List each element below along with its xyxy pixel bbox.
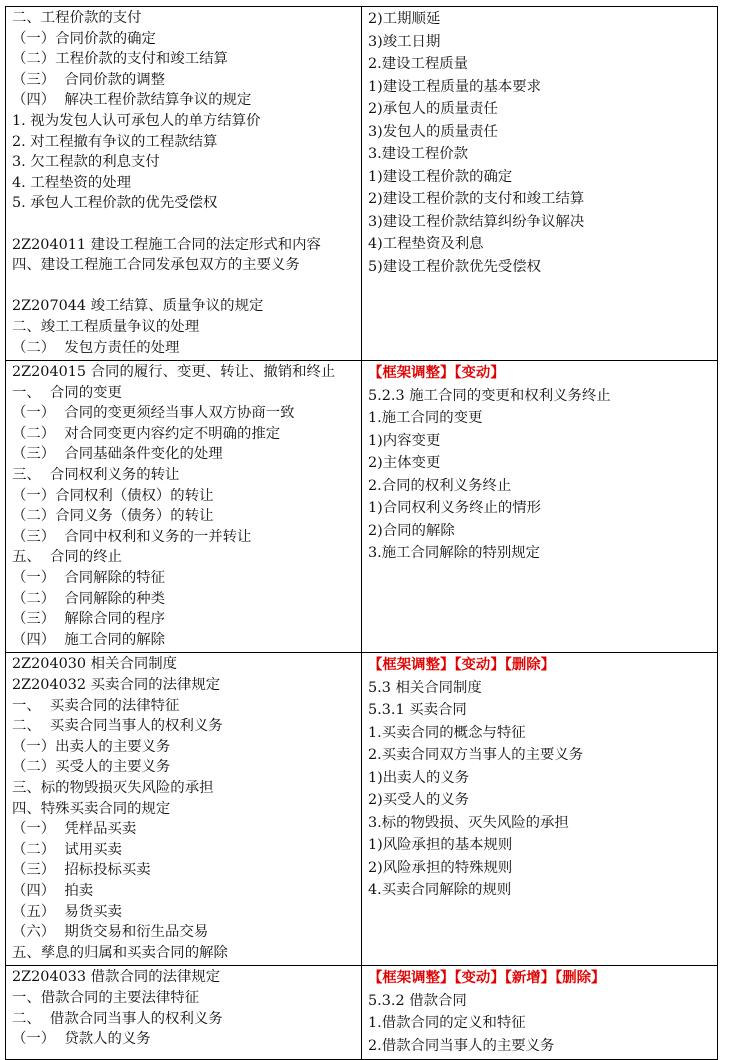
old-outline-line: （二）合同义务（债务）的转让: [12, 508, 214, 525]
old-outline-line: 2Z204030 相关合同制度: [12, 656, 178, 673]
old-outline-line: （二）工程价款的支付和竣工结算: [12, 51, 228, 68]
old-outline-line: （三） 招标投标买卖: [12, 862, 151, 879]
old-outline-line: （二） 发包方责任的处理: [12, 339, 180, 356]
old-outline-line: （一） 贷款人的义务: [12, 1031, 151, 1048]
old-outline-line: （二） 对合同变更内容约定不明确的推定: [12, 425, 281, 442]
old-outline-line: （一） 凭样品买卖: [12, 821, 137, 838]
old-outline-line: 5. 承包人工程价款的优先受偿权: [12, 195, 218, 212]
new-outline-line: 3)竣工日期: [368, 33, 441, 50]
old-outline-line: 2. 对工程撤有争议的工程款结算: [12, 133, 218, 150]
old-outline-line: 4. 工程垫资的处理: [12, 174, 132, 191]
old-outline-line: 二、竣工工程质量争议的处理: [12, 318, 200, 335]
old-outline-line: [12, 276, 361, 297]
new-outline-line: 3.标的物毁损、灭失风险的承担: [368, 814, 569, 831]
old-outline-line: 3. 欠工程款的利息支付: [12, 154, 160, 171]
table-row: [6, 7, 718, 361]
new-outline-cell: [362, 966, 718, 1060]
table-row: [6, 361, 718, 653]
new-outline-line: 1)风险承担的基本规则: [368, 837, 513, 854]
old-outline-line: 二、 买卖合同当事人的权利义务: [12, 718, 223, 735]
old-outline-line: （六） 期货交易和衍生品交易: [12, 924, 209, 941]
new-outline-line: 5.3 相关合同制度: [368, 679, 482, 696]
old-outline-line: [12, 214, 361, 235]
old-outline-cell: [6, 653, 362, 966]
new-outline-line: 1.施工合同的变更: [368, 410, 483, 427]
table-row: [6, 653, 718, 966]
new-outline-line: 1)出卖人的义务: [368, 769, 470, 786]
new-outline-line: 2)风险承担的特殊规则: [368, 859, 513, 876]
old-outline-line: （一） 合同的变更须经当事人双方协商一致: [12, 405, 295, 422]
old-outline-line: 2Z204011 建设工程施工合同的法定形式和内容: [12, 236, 321, 253]
old-outline-line: 三、标的物毁损灭失风险的承担: [12, 779, 214, 796]
new-outline-line: 2.买卖合同双方当事人的主要义务: [368, 747, 584, 764]
old-outline-line: 二、工程价款的支付: [12, 10, 142, 26]
old-outline-line: （三） 解除合同的程序: [12, 611, 166, 628]
old-outline-line: （二） 合同解除的种类: [12, 590, 166, 607]
old-outline-cell: [6, 966, 362, 1060]
new-outline-line: 1)合同权利义务终止的情形: [368, 500, 542, 517]
change-tags: 【框架调整】【变动】【删除】: [368, 656, 556, 674]
old-outline-line: 三、 合同权利义务的转让: [12, 467, 180, 484]
change-tags: 【框架调整】【变动】【新增】【删除】: [368, 969, 606, 987]
old-outline-line: （五） 易货买卖: [12, 903, 122, 920]
new-outline-line: 3)发包人的质量责任: [368, 123, 498, 140]
new-outline-line: 2)合同的解除: [368, 522, 455, 539]
new-outline-line: 2)建设工程价款的支付和竣工结算: [368, 191, 585, 207]
old-outline-line: 2Z207044 竣工结算、质量争议的规定: [12, 298, 264, 315]
old-outline-line: 二、 借款合同当事人的权利义务: [12, 1010, 223, 1027]
new-outline-line: 2.合同的权利义务终止: [368, 477, 512, 494]
old-outline-line: 2Z204033 借款合同的法律规定: [12, 969, 221, 986]
new-outline-line: 4)工程垫资及利息: [368, 236, 484, 252]
old-outline-line: 四、建设工程施工合同发承包双方的主要义务: [12, 257, 300, 274]
old-outline-line: （四） 施工合同的解除: [12, 631, 166, 648]
old-outline-line: （二）买受人的主要义务: [12, 759, 171, 776]
old-outline-line: 一、 合同的变更: [12, 384, 122, 401]
new-outline-line: 3.建设工程价款: [368, 146, 469, 162]
old-outline-line: 四、特殊买卖合同的规定: [12, 800, 171, 817]
new-outline-line: 2)工期顺延: [368, 11, 441, 27]
old-outline-line: 五、孳息的归属和买卖合同的解除: [12, 944, 228, 961]
table-body: [6, 7, 718, 1060]
new-outline-line: 1)内容变更: [368, 432, 441, 449]
old-outline-line: （三） 合同价款的调整: [12, 71, 166, 88]
old-outline-line: 2Z204015 合同的履行、变更、转让、撤销和终止: [12, 364, 336, 381]
new-outline-line: 5.2.3 施工合同的变更和权利义务终止: [368, 387, 611, 404]
old-outline-line: （三） 合同中权利和义务的一并转让: [12, 528, 252, 545]
new-outline-line: 3)建设工程价款结算纠纷争议解决: [368, 213, 585, 230]
new-outline-line: 1)建设工程价款的确定: [368, 168, 513, 185]
new-outline-line: 1)建设工程质量的基本要求: [368, 78, 542, 95]
old-outline-cell: [6, 7, 362, 361]
new-outline-line: 2)主体变更: [368, 455, 441, 472]
new-outline-line: 5.3.2 借款合同: [368, 992, 467, 1009]
new-outline-cell: [362, 361, 718, 653]
old-outline-line: （一）出卖人的主要义务: [12, 738, 171, 755]
new-outline-line: 2.建设工程质量: [368, 56, 469, 72]
old-outline-line: 五、 合同的终止: [12, 549, 122, 566]
new-outline-line: 2)买受人的义务: [368, 792, 470, 809]
new-outline-line: 1.买卖合同的概念与特征: [368, 724, 526, 741]
new-outline-cell: [362, 653, 718, 966]
old-outline-line: （一） 合同解除的特征: [12, 570, 166, 587]
comparison-table: [5, 6, 718, 1060]
new-outline-line: 5.3.1 买卖合同: [368, 702, 467, 719]
old-outline-line: （一）合同价款的确定: [12, 30, 156, 47]
old-outline-line: （三） 合同基础条件变化的处理: [12, 446, 223, 463]
new-outline-line: 1.借款合同的定义和特征: [368, 1015, 526, 1032]
old-outline-line: （一）合同权利（债权）的转让: [12, 487, 214, 504]
old-outline-line: 一、 买卖合同的法律特征: [12, 697, 180, 714]
new-outline-line: 2)承包人的质量责任: [368, 101, 498, 117]
old-outline-line: （四） 解决工程价款结算争议的规定: [12, 92, 252, 109]
old-outline-line: （四） 拍卖: [12, 882, 94, 899]
old-outline-line: 1. 视为发包人认可承包人的单方结算价: [12, 112, 261, 129]
table-row: [6, 966, 718, 1060]
new-outline-line: 4.买卖合同解除的规则: [368, 882, 512, 899]
old-outline-line: （二） 试用买卖: [12, 841, 122, 858]
old-outline-cell: [6, 361, 362, 653]
new-outline-cell: [362, 7, 718, 361]
old-outline-line: 一、借款合同的主要法律特征: [12, 989, 200, 1006]
new-outline-line: 3.施工合同解除的特别规定: [368, 545, 541, 562]
old-outline-line: 2Z204032 买卖合同的法律规定: [12, 677, 221, 693]
new-outline-line: 5)建设工程价款优先受偿权: [368, 258, 542, 275]
change-tags: 【框架调整】【变动】: [368, 364, 505, 382]
new-outline-line: 2.借款合同当事人的主要义务: [368, 1037, 555, 1054]
